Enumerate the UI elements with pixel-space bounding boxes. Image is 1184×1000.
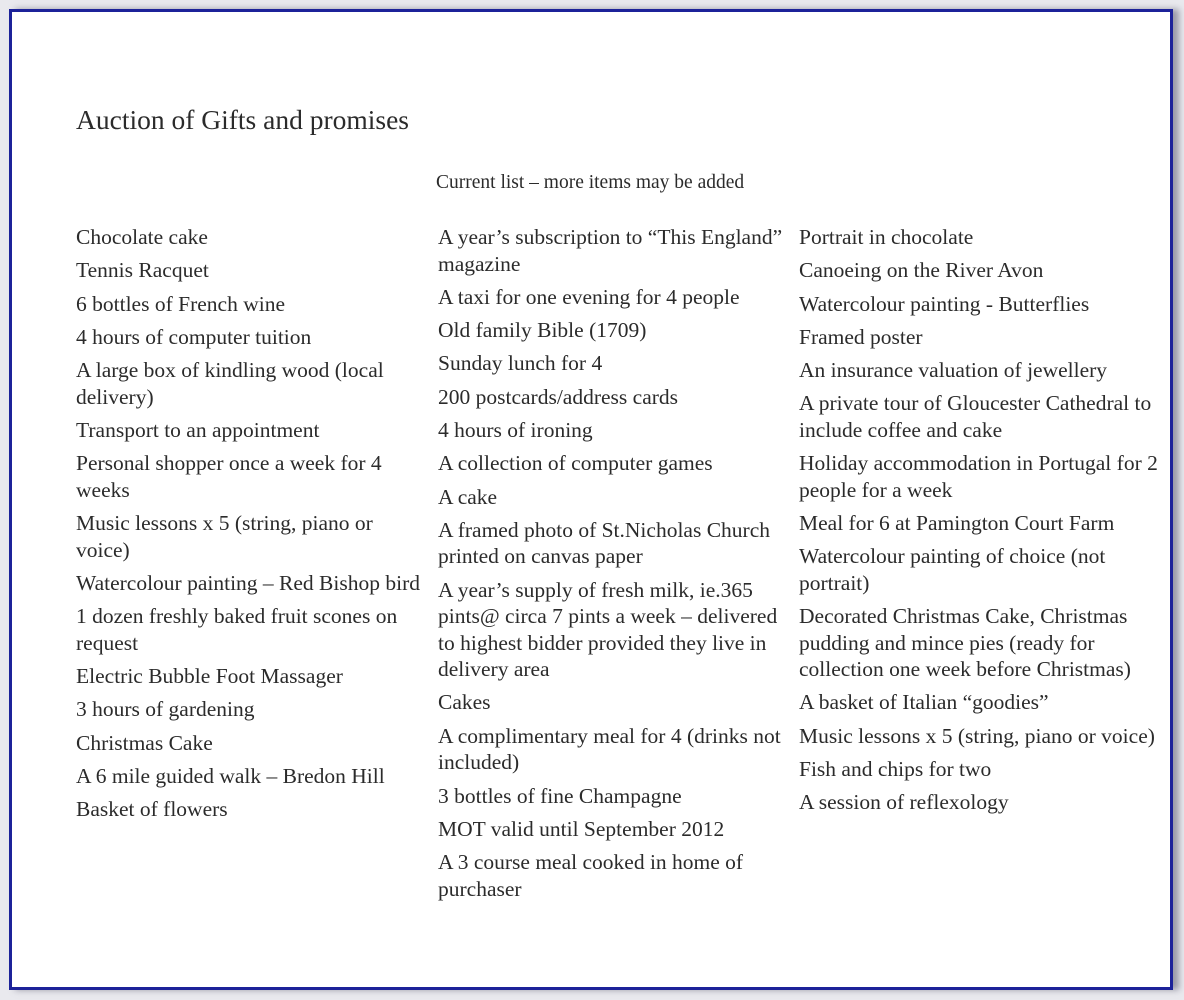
list-item: 200 postcards/address cards [438,384,679,409]
list-item: Chocolate cake [76,225,208,249]
list-item: Music lessons x 5 (string, piano or voice) [799,723,1155,748]
list-item: Old family Bible (1709) [438,318,647,343]
list-item: Watercolour painting of choice (not portrait) [799,544,1106,595]
list-item: Decorated Christmas Cake, Christmas pudding and mince pies (ready for collection one week before Christmas) [799,604,1131,682]
list-item: A collection of computer games [438,451,713,476]
list-item: Meal for 6 at Pamington Court Farm [799,511,1115,536]
list-item: Music lessons x 5 (string, piano or voice) [76,511,373,562]
item-column-1 [76,224,420,829]
list-item: Transport to an appointment [76,417,320,442]
list-item: 6 bottles of French wine [76,291,285,316]
list-item: Fish and chips for two [799,757,992,782]
list-item: A 3 course meal cooked in home of purchaser [438,850,744,901]
list-item: Christmas Cake [76,730,213,755]
list-item: Personal shopper once a week for 4 weeks [76,451,382,502]
list-item: 3 hours of gardening [76,697,255,722]
list-item: A taxi for one evening for 4 people [438,284,740,309]
list-item: An insurance valuation of jewellery [799,358,1108,383]
list-item: MOT valid until September 2012 [438,816,725,841]
list-item: A private tour of Gloucester Cathedral to include coffee and cake [799,391,1152,442]
item-column-2 [438,224,784,909]
list-item: A year’s subscription to “This England” magazine [438,225,783,276]
list-item: Tennis Racquet [76,258,209,283]
list-item: Sunday lunch for 4 [438,351,603,376]
list-item: A year’s supply of fresh milk, ie.365 pints@ circa 7 pints a week – delivered to highest bidder provided they live in delivery area [438,577,778,682]
list-item: Electric Bubble Foot Massager [76,663,343,688]
list-item: A complimentary meal for 4 (drinks not included) [438,723,781,775]
document-page [9,9,1173,990]
list-item: A framed photo of St.Nicholas Church printed on canvas paper [438,517,771,569]
list-item: Canoeing on the River Avon [799,258,1044,283]
list-item: Portrait in chocolate [799,225,974,249]
page-subtitle: Current list – more items may be added [436,172,745,193]
page-title: Auction of Gifts and promises [76,104,410,135]
list-item: A cake [438,484,498,509]
list-item: Watercolour painting – Red Bishop bird [76,570,420,595]
list-item: 1 dozen freshly baked fruit scones on request [76,604,398,655]
list-item: A session of reflexology [799,790,1009,815]
list-item: Holiday accommodation in Portugal for 2 people for a week [799,451,1158,502]
list-item: 4 hours of ironing [438,417,593,442]
list-item: A 6 mile guided walk – Bredon Hill [76,763,385,788]
item-column-3 [799,224,1169,823]
list-item: A basket of Italian “goodies” [799,690,1049,715]
list-item: Framed poster [799,324,923,349]
list-item: A large box of kindling wood (local delivery) [76,358,384,409]
list-item: 3 bottles of fine Champagne [438,783,682,808]
list-item: Cakes [438,690,491,715]
list-item: Watercolour painting - Butterflies [799,291,1090,316]
list-item: Basket of flowers [76,797,228,822]
list-item: 4 hours of computer tuition [76,324,312,349]
